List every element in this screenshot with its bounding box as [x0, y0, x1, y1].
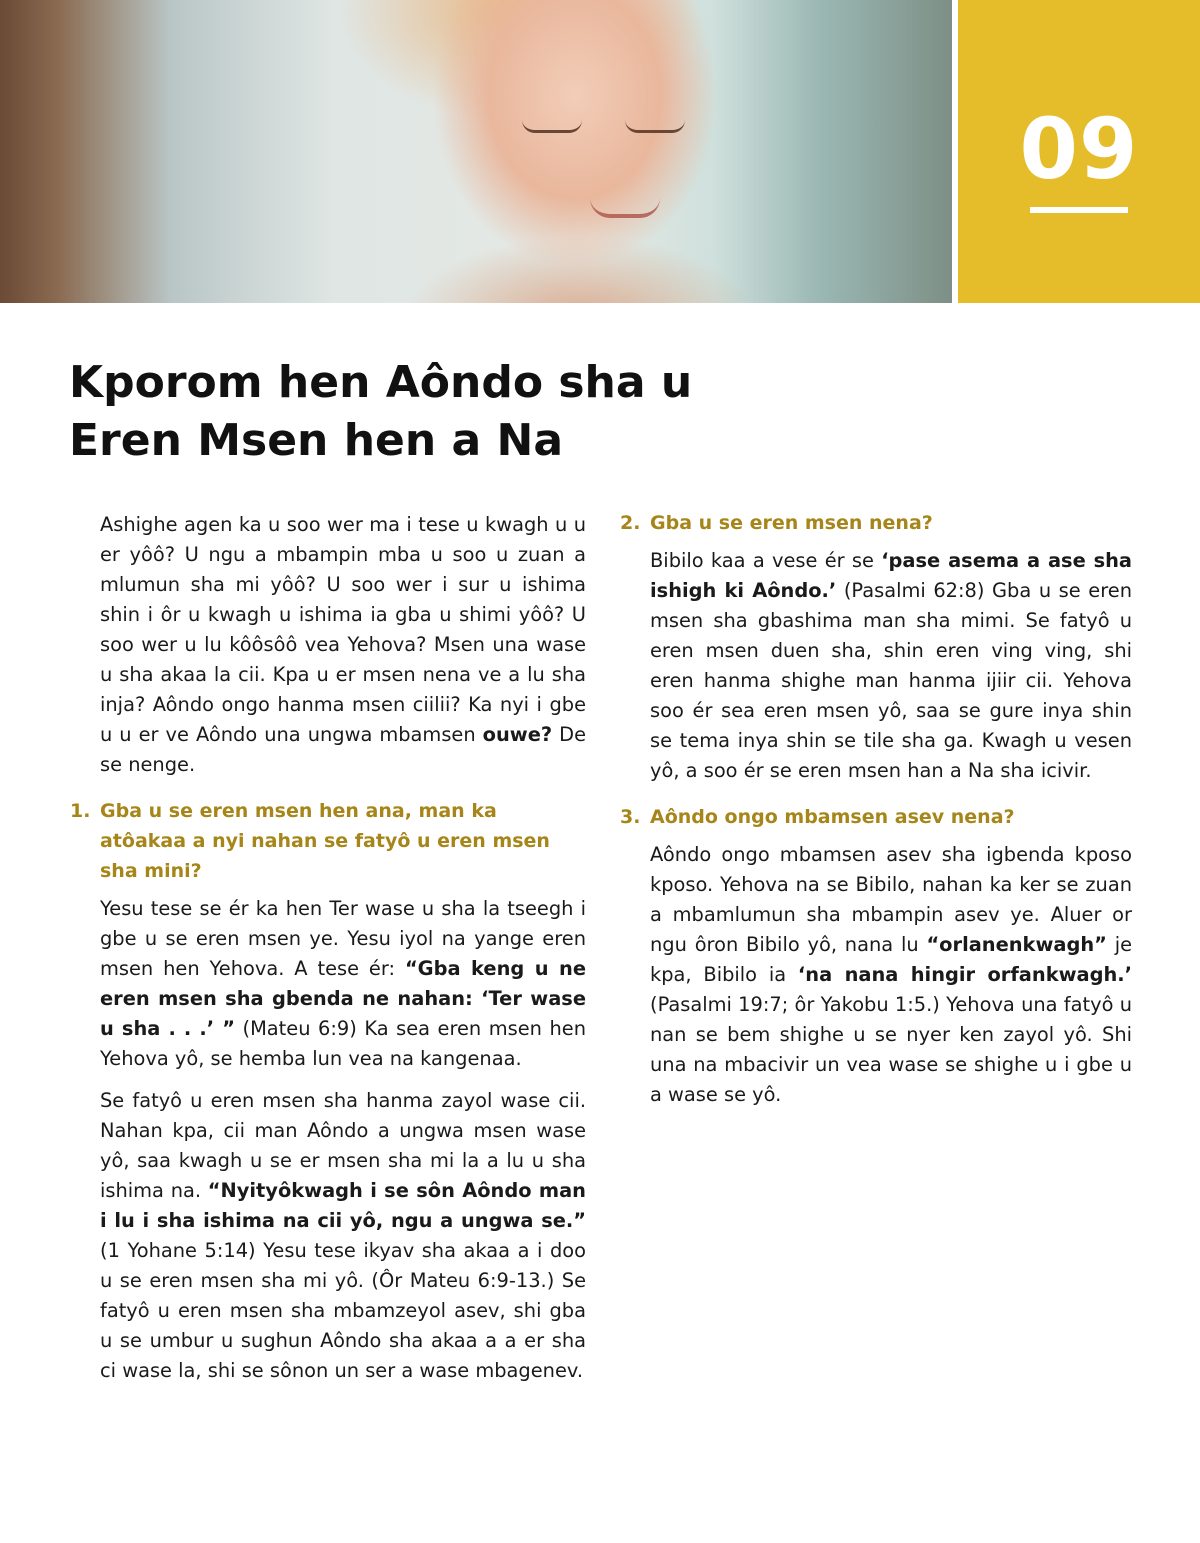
- intro-paragraph: [100, 510, 586, 780]
- title-line-2: Eren Msen hen a Na: [69, 415, 564, 466]
- scripture-quote: ‘na nana hingir orfankwagh.’: [797, 963, 1133, 986]
- answer-text: (1 Yohane 5:14) Yesu tese ikyav sha akaa a i doo u se eren msen sha mi yô. (Ôr Mateu 6:9-13.) Se fatyô u eren msen sha mbamzeyol asev, shi gba u se umbur u sughun Aôndo sha akaa a a er sha ci wase la, shi se sônon un ser a wase mbagenev.: [100, 1239, 586, 1382]
- intro-end: De se nenge.: [100, 723, 587, 776]
- intro-bold: ouwe?: [482, 723, 553, 746]
- scripture-quote: “Nyityôkwagh i se sôn Aôndo man i lu i sha ishima na cii yô, ngu a ungwa se.”: [100, 1179, 586, 1232]
- answer-text: (Pasalmi 62:8) Gba u se eren msen sha gbashima man sha mimi. Se fatyô u eren msen duen sha, shin eren ving ving, shi eren hanma shighe man hanma ijiir cii. Yehova soo ér sea eren msen yô, saa se gure inya shin se tema inya shin se tile sha ga. Kwagh u vesen yô, a soo ér se eren msen han a Na sha icivir.: [650, 579, 1132, 782]
- question-3: [620, 802, 1132, 832]
- badge-underline: [1030, 207, 1128, 213]
- question-text: Aôndo ongo mbamsen asev nena?: [650, 806, 1015, 828]
- answer-paragraph: [100, 894, 586, 1074]
- answer-text: Yesu tese se ér ka hen Ter wase u sha la tseegh i gbe u se eren msen ye. Yesu iyol na yange eren msen hen Yehova. A tese ér:: [100, 897, 586, 980]
- eye-right: [625, 120, 685, 133]
- answer-text: je kpa, Bibilo ia: [650, 933, 1133, 986]
- right-column: [620, 510, 1132, 1122]
- question-1: [70, 796, 586, 886]
- answer-text: Se fatyô u eren msen sha hanma zayol wase cii. Nahan kpa, cii man Aôndo a ungwa msen wase yô, saa kwagh u se er msen sha mi la a lu u sha ishima na.: [100, 1089, 586, 1202]
- answer-text: Bibilo kaa a vese ér se: [650, 549, 882, 572]
- answer-text: Aôndo ongo mbamsen asev sha igbenda kposo kposo. Yehova na se Bibilo, nahan ka ker se zuan a mbamlumun sha mbampin asev ye. Aluer or ngu ôron Bibilo yô, nana lu: [650, 843, 1132, 956]
- answer-paragraph: [100, 1086, 586, 1386]
- answer-text: (Pasalmi 19:7; ôr Yakobu 1:5.) Yehova una fatyô u nan se bem shighe u se nyer ken zayol yô. Shi una na mbacivir un vea wase se shighe u i gbe u a wase se yô.: [650, 993, 1132, 1106]
- question-number: 1.: [70, 800, 91, 822]
- question-text: Gba u se eren msen hen ana, man ka atôakaa a nyi nahan se fatyô u eren msen sha mini?: [100, 800, 550, 882]
- scripture-quote: “Gba keng u ne eren msen sha gbenda ne nahan: ‘Ter wase u sha . . .’ ”: [100, 957, 586, 1040]
- intro-text: Ashighe agen ka u soo wer ma i tese u kwagh u u er yôô? U ngu a mbampin mba u soo u zuan a mlumun sha mi yôô? U soo wer i sur u ishima shin i ôr u kwagh u ishima ia gba u shimi yôô? U soo wer u lu kôôsôô vea Yehova? Msen una wase u sha akaa la cii. Kpa u er msen nena ve a lu sha inja? Aôndo ongo hanma msen ciilii? Ka nyi i gbe u u er ve Aôndo una ungwa mbamsen: [100, 513, 586, 746]
- lesson-number-badge: [958, 0, 1200, 303]
- page-title: [69, 354, 769, 470]
- question-number: 3.: [620, 806, 641, 828]
- lesson-number: 09: [1019, 100, 1139, 198]
- title-line-1: Kporom hen Aôndo sha u: [69, 357, 693, 408]
- scripture-quote: “orlanenkwagh”: [926, 933, 1107, 956]
- hero-photo: [0, 0, 952, 303]
- left-column: [70, 510, 586, 1398]
- answer-text: (Mateu 6:9) Ka sea eren msen hen Yehova yô, se hemba lun vea na kangenaa.: [100, 1017, 586, 1070]
- scripture-quote: ‘pase asema a ase sha ishigh ki Aôndo.’: [650, 549, 1133, 602]
- eye-left: [522, 120, 582, 133]
- mouth: [590, 198, 660, 218]
- answer-paragraph: [650, 546, 1132, 786]
- question-text: Gba u se eren msen nena?: [650, 512, 933, 534]
- question-number: 2.: [620, 512, 641, 534]
- answer-paragraph: [650, 840, 1132, 1110]
- question-2: [620, 508, 1132, 538]
